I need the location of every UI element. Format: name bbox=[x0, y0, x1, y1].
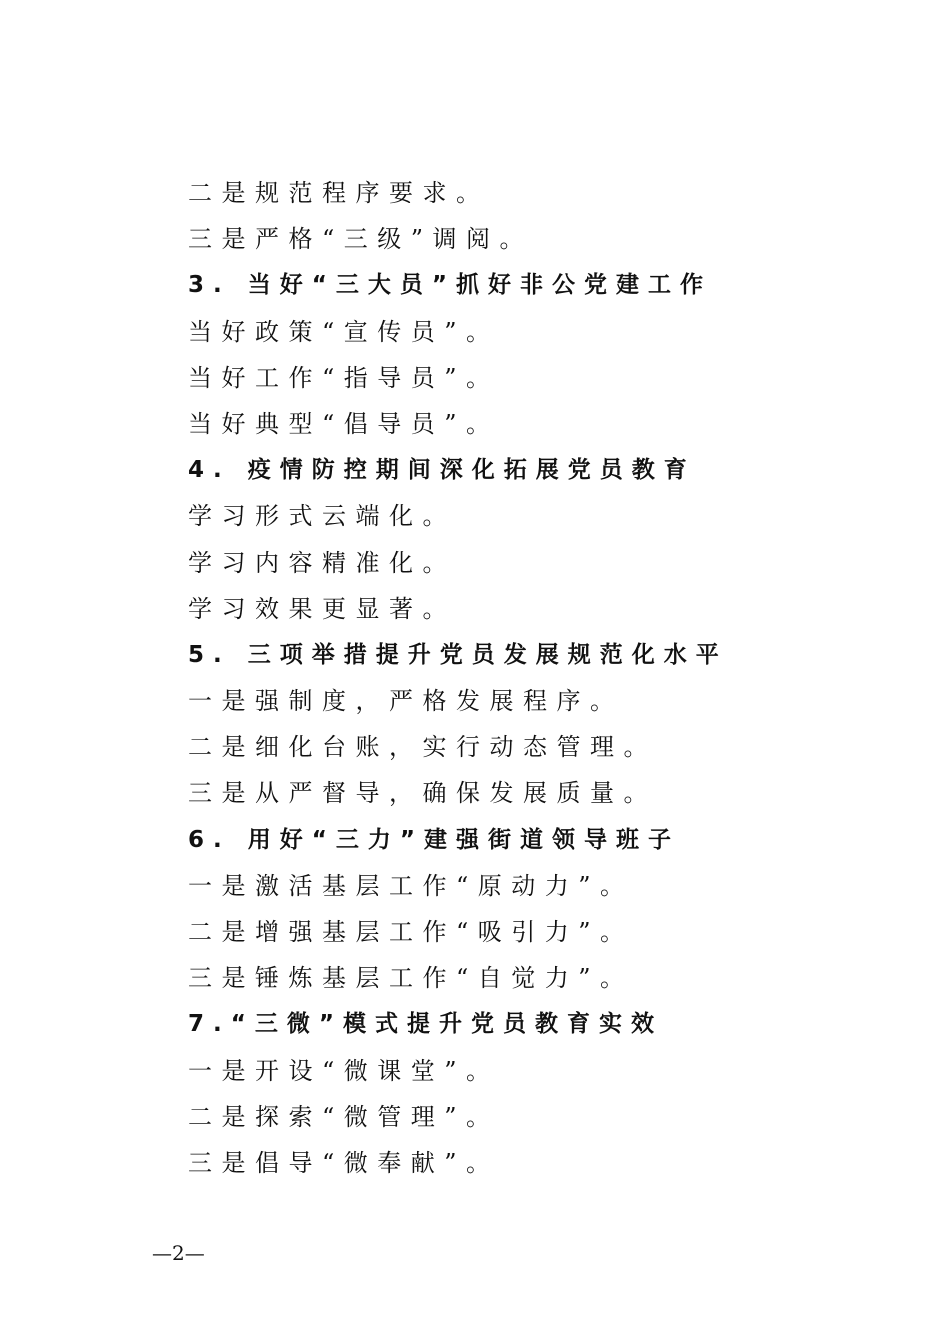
body-line: 二是规范程序要求。 bbox=[188, 179, 490, 207]
body-line: 当好典型“倡导员”。 bbox=[188, 409, 500, 438]
body-line: 学习内容精准化。 bbox=[188, 548, 456, 577]
section-heading: 6. 用好“三力”建强街道领导班子 bbox=[188, 826, 680, 853]
body-line: 一是强制度，严格发展程序。 bbox=[188, 687, 624, 716]
body-line: 二是细化台账，实行动态管理。 bbox=[188, 733, 657, 762]
body-line: 二是增强基层工作“吸引力”。 bbox=[188, 918, 634, 946]
section-heading: 3. 当好“三大员”抓好非公党建工作 bbox=[188, 272, 712, 299]
body-line: 三是严格“三级”调阅。 bbox=[188, 225, 534, 254]
body-line: 一是激活基层工作“原动力”。 bbox=[188, 871, 634, 900]
body-line: 三是倡导“微奉献”。 bbox=[188, 1148, 500, 1177]
body-line: 一是开设“微课堂”。 bbox=[188, 1056, 500, 1085]
section-heading: 4. 疫情防控期间深化拓展党员教育 bbox=[188, 457, 696, 484]
document-body bbox=[188, 170, 788, 1186]
body-line: 三是从严督导，确保发展质量。 bbox=[188, 779, 657, 808]
body-line: 学习效果更显著。 bbox=[188, 594, 456, 623]
section-heading: 5. 三项举措提升党员发展规范化水平 bbox=[188, 641, 728, 668]
body-line: 当好工作“指导员”。 bbox=[188, 363, 500, 392]
body-line: 三是锤炼基层工作“自觉力”。 bbox=[188, 964, 634, 993]
body-line: 学习形式云端化。 bbox=[188, 502, 456, 531]
body-line: 二是探索“微管理”。 bbox=[188, 1102, 500, 1131]
body-line: 当好政策“宣传员”。 bbox=[188, 317, 500, 346]
section-heading: 7.“三微”模式提升党员教育实效 bbox=[188, 1011, 663, 1038]
page-number: —2— bbox=[152, 1241, 205, 1265]
